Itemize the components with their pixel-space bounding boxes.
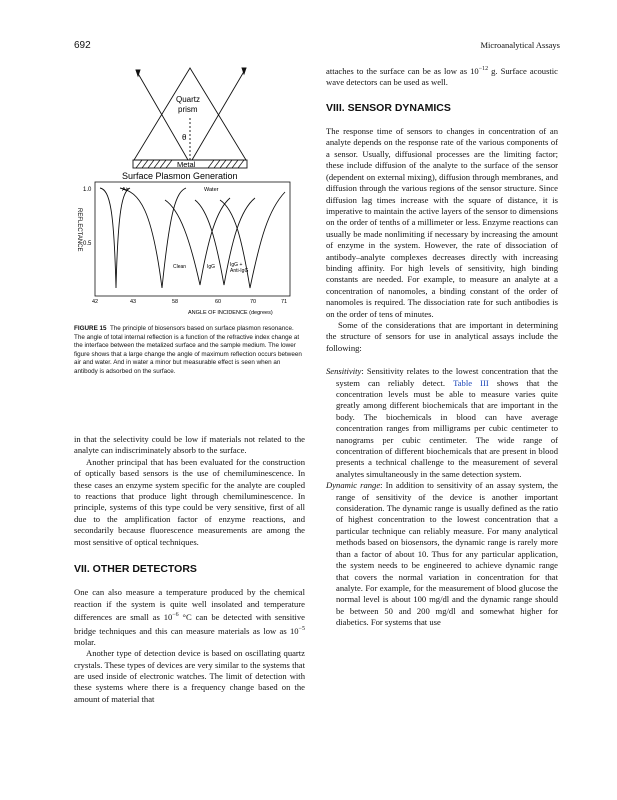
right-paragraph-0: attaches to the surface can be as low as $10^{-12}$ g. Surface acoustic wave detectors can be used as well. bbox=[326, 65, 559, 88]
igg-anti-label-line2: Anti-IgG bbox=[230, 268, 249, 274]
x-tick: 42 bbox=[92, 299, 99, 305]
caption-label: FIGURE 15 bbox=[74, 325, 107, 332]
x-tick: 71 bbox=[281, 299, 288, 305]
water-curve bbox=[120, 188, 186, 288]
igg-anti-label-line1: IgG + bbox=[230, 262, 243, 268]
igg-label: IgG bbox=[207, 264, 216, 270]
y-tick-mid: 0.5 bbox=[83, 241, 92, 247]
prism-schematic bbox=[133, 68, 247, 168]
dynamic-range-item: Dynamic range: In addition to sensitivity of an assay system, the range of sensitivity of the device is another important consideration. The dynamic range is usually defined as the ratio of highest concentration to the lowest concentration that a particular technique can reliably measure. For many analytical methods based on biosensors, the dynamic range is rarely more than a factor of about 10. Thus for any particular application, the system needs to be engineered to achieve dynamic range that covers the normal variation in concentration for that analyte. For example, for the measurement of blood glucose the normal level is about 100 mg/dl and the dynamic range should be between 50 and 200 mg/dl and somewhat higher for diabetics. For systems that use bbox=[326, 480, 558, 628]
right-column bbox=[326, 64, 558, 629]
running-title: Microanalytical Assays bbox=[480, 40, 560, 50]
x-tick: 60 bbox=[215, 299, 222, 305]
prism-label-line2: prism bbox=[178, 105, 198, 114]
left-paragraph-4: Another type of detection device is based on oscillating quartz crystals. These types of devices are very similar to the systems that are used inside of electronic watches. The limit of detection with these systems where there is a frequency change based on the amount of material that bbox=[74, 648, 305, 704]
figure-15 bbox=[70, 60, 310, 320]
clean-curve bbox=[165, 198, 230, 285]
clean-label: Clean bbox=[173, 264, 187, 270]
right-paragraph-2: Some of the considerations that are important in determining the structure of sensors for use in analytical assays include the following: bbox=[326, 319, 558, 353]
reflectance-graph bbox=[76, 182, 290, 316]
theta-label: θ bbox=[182, 133, 187, 142]
x-axis-label: ANGLE OF INCIDENCE (degrees) bbox=[188, 310, 273, 316]
section-heading-viii: VIII. SENSOR DYNAMICS bbox=[326, 101, 451, 114]
x-tick: 43 bbox=[130, 299, 137, 305]
x-tick: 70 bbox=[250, 299, 257, 305]
figure-caption bbox=[74, 325, 305, 377]
sensitivity-item: Sensitivity: Sensitivity relates to the lowest concentration that the system can reliably detect. Table III shows that the concentration levels must be able to measure varies quite greatly among different biochemicals that are important in the body. The biochemicals in blood can have average concentration ranges from milligrams per cubic centimeter to nanograms per cubic centimeter. The wide range of concentration of different biochemicals that are present in blood presents a technical challenge to the measurement of several analytes simultaneously in the same detection system. bbox=[326, 366, 558, 479]
schematic-title: Surface Plasmon Generation bbox=[122, 171, 238, 181]
prism-label-line1: Quartz bbox=[176, 95, 201, 104]
table-iii-link[interactable]: Table III bbox=[453, 377, 489, 388]
left-paragraph-1: in that the selectivity could be low if materials not related to the analyte can indiscriminately absorb to the surface. bbox=[74, 434, 305, 456]
caption-text: The principle of biosensors based on surface plasmon resonance. The angle of total internal reflection is a function of the refractive index change at the interface between the metalized surface and the sample medium. The lower figure shows that a large change the angle of maximum reflection occurs between air and water. And in water a minor but measurable effect is seen when an antibody is adsorbed on the surface. bbox=[74, 325, 302, 375]
metal-label: Metal bbox=[177, 160, 196, 169]
x-tick: 58 bbox=[172, 299, 179, 305]
y-tick-top: 1.0 bbox=[83, 187, 92, 193]
water-label: Water bbox=[204, 187, 219, 193]
air-label: Air bbox=[122, 187, 129, 193]
air-curve bbox=[100, 188, 130, 288]
left-paragraph-2: Another principal that has been evaluated for the construction of optically based sensors is the use of chemiluminescence. In these cases an enzyme system specific for the analyte are coupled to reactions that produce light through chemiluminescence. In principle, systems of this type could be very sensitive, first of all due to the amplification factor of enzyme reactions, and secondarily because fluorescence measurements are among the most sensitive of optical techniques. bbox=[74, 456, 305, 547]
y-axis-label: REFLECTANCE bbox=[76, 208, 82, 252]
section-heading-vii: VII. OTHER DETECTORS bbox=[74, 563, 197, 576]
left-paragraph-3: One can also measure a temperature produced by the chemical reaction if the system is quite well insolated and temperature differences are small as $10^{-6}$ °C can be detected with sensitive bridge techniques and this can measure materials as low as $10^{-5}$ molar. bbox=[74, 587, 305, 647]
page-number: 692 bbox=[74, 40, 91, 51]
left-column bbox=[74, 434, 305, 705]
right-paragraph-1: The response time of sensors to changes in concentration of an analyte depends on the response rate of the various components of a sensor. Usually, diffusional processes are the limiting factor; these include diffusion of the analyte to the surface of the sensor (dependent on external mixing), diffusion through membranes, and diffusion through the various regions of the sensor structure. Since diffusion lag times increase with the square of distance, it is imperative to maintain the active layers of the sensor to dimensions on the order of tenths of a millimeter or less. Enzyme reactions can usually be made nonlimiting if necessary by increasing the amount of enzyme in the system. However, the rate of dissociation of antibody–analyte complexes decreases directly with increasing binding affinity. For high levels of sensitivity, high binding constants are needed. For example, to measure an analyte at a concentration of nanomoles, a binding constant of the order of nanomoles is required. The dissociation rate for such antibodies is on the order of tens of minutes. bbox=[326, 126, 558, 319]
